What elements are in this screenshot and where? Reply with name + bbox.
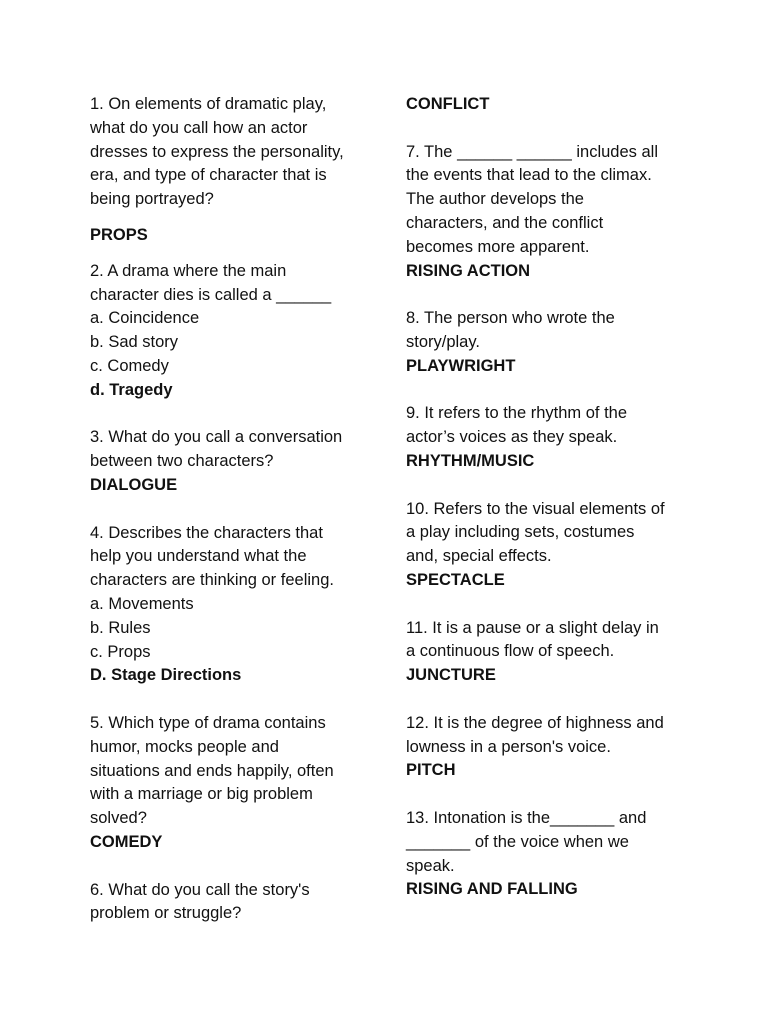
question-text: being portrayed? [90, 190, 214, 209]
question-text: speak. [406, 856, 455, 875]
question-text: 2. A drama where the main [90, 261, 287, 280]
question-text: 6. What do you call the story's [90, 880, 310, 899]
question-text: actor’s voices as they speak. [406, 428, 618, 447]
answer: CONFLICT [406, 95, 490, 113]
question-5 [90, 712, 365, 855]
question-text: solved? [90, 809, 147, 828]
answer: D. Stage Directions [90, 666, 242, 685]
answer: JUNCTURE [406, 666, 496, 685]
question-text: 5. Which type of drama contains [90, 713, 326, 732]
answer: PITCH [406, 761, 456, 780]
answer: RISING AND FALLING [406, 880, 578, 899]
question-text: the events that lead to the climax. [406, 166, 652, 185]
right-column [406, 93, 681, 902]
question-text: humor, mocks people and [90, 737, 279, 756]
question-text: lowness in a person's voice. [406, 737, 611, 756]
question-text: 11. It is a pause or a slight delay in [406, 618, 659, 637]
question-11 [406, 617, 681, 688]
question-text: character dies is called a ______ [90, 285, 332, 304]
question-text: 13. Intonation is the_______ and [406, 808, 647, 827]
question-text: story/play. [406, 332, 480, 351]
answer: RISING ACTION [406, 261, 531, 280]
question-text: 1. On elements of dramatic play, [90, 95, 327, 113]
question-text: help you understand what the [90, 547, 307, 566]
question-text: era, and type of character that is [90, 166, 327, 185]
question-1 [90, 93, 365, 248]
question-text: problem or struggle? [90, 904, 242, 923]
question-text: a play including sets, costumes [406, 523, 635, 542]
question-9 [406, 402, 681, 473]
question-10 [406, 498, 681, 593]
answer: d. Tragedy [90, 380, 173, 399]
question-6 [90, 879, 365, 927]
option: c. Props [90, 642, 151, 661]
question-text: with a marriage or big problem [90, 785, 313, 804]
question-text: between two characters? [90, 452, 274, 471]
left-column [90, 93, 365, 926]
question-text: _______ of the voice when we [406, 832, 629, 851]
question-text: 8. The person who wrote the [406, 309, 615, 328]
answer: PLAYWRIGHT [406, 356, 516, 375]
answer: SPECTACLE [406, 570, 505, 589]
question-text: 7. The ______ ______ includes all [406, 142, 658, 161]
question-text: and, special effects. [406, 547, 552, 566]
question-text: 12. It is the degree of highness and [406, 713, 664, 732]
question-text: 4. Describes the characters that [90, 523, 323, 542]
question-text: characters are thinking or feeling. [90, 571, 334, 590]
option: a. Movements [90, 594, 194, 613]
option: b. Rules [90, 618, 151, 637]
option: b. Sad story [90, 333, 179, 352]
question-3 [90, 426, 365, 497]
question-text: 3. What do you call a conversation [90, 428, 343, 447]
answer: PROPS [90, 225, 148, 244]
question-text: becomes more apparent. [406, 237, 590, 256]
question-4 [90, 522, 365, 689]
question-12 [406, 712, 681, 783]
answer: DIALOGUE [90, 475, 178, 494]
question-text: what do you call how an actor [90, 118, 308, 137]
option: a. Coincidence [90, 309, 200, 328]
question-text: 10. Refers to the visual elements of [406, 499, 665, 518]
question-13 [406, 807, 681, 902]
question-7 [406, 141, 681, 284]
question-text: characters, and the conflict [406, 213, 604, 232]
question-text: The author develops the [406, 190, 584, 209]
answer: RHYTHM/MUSIC [406, 451, 535, 470]
question-8 [406, 307, 681, 378]
question-text: situations and ends happily, often [90, 761, 334, 780]
question-2 [90, 260, 365, 403]
answer: COMEDY [90, 832, 163, 851]
question-text: dresses to express the personality, [90, 142, 344, 161]
question-text: 9. It refers to the rhythm of the [406, 404, 628, 423]
question-text: a continuous flow of speech. [406, 642, 615, 661]
option: c. Comedy [90, 356, 169, 375]
